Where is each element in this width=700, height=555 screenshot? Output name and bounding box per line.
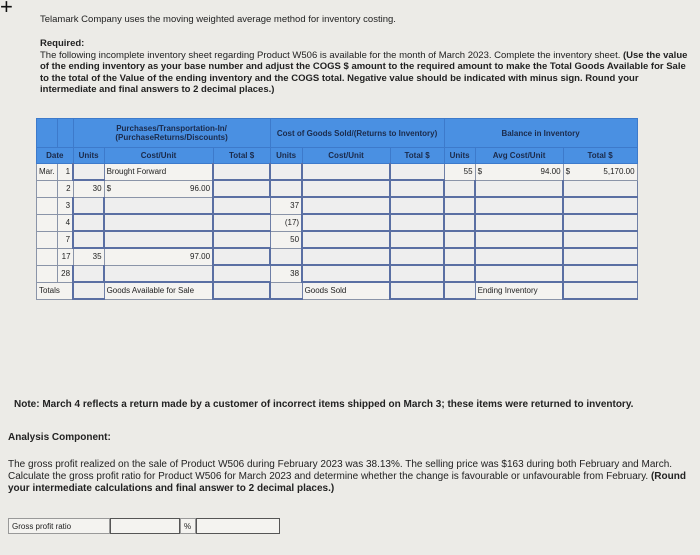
balance-units-input[interactable] — [444, 214, 475, 231]
table-row — [37, 180, 638, 197]
month-cell — [37, 180, 58, 197]
purchase-units: 35 — [73, 248, 104, 265]
currency-symbol: $ — [477, 167, 483, 177]
balance-avg-input[interactable] — [475, 248, 563, 265]
table-row — [37, 164, 638, 181]
gafs-label: Goods Available for Sale — [104, 282, 213, 299]
month-cell — [37, 265, 58, 282]
sold-cost-input[interactable] — [302, 265, 390, 282]
analysis-label: Analysis Component: — [8, 432, 111, 443]
balance-avg-input[interactable] — [475, 214, 563, 231]
purchase-total-input[interactable] — [213, 231, 270, 248]
balance-units-input[interactable] — [444, 197, 475, 214]
sold-cost-input[interactable] — [302, 248, 390, 265]
month-cell — [37, 214, 58, 231]
blank-header — [57, 119, 73, 148]
balance-total-input[interactable] — [563, 231, 637, 248]
balance-units-input[interactable] — [444, 248, 475, 265]
intro-text: Telamark Company uses the moving weighted average method for inventory costing. — [40, 14, 396, 25]
goods-sold-label: Goods Sold — [302, 282, 390, 299]
purchase-total-input[interactable] — [213, 248, 270, 265]
sold-total-input[interactable] — [390, 164, 444, 181]
balance-total-input[interactable] — [563, 248, 637, 265]
balance-group-header: Balance in Inventory — [444, 119, 637, 148]
purchase-total-input[interactable] — [213, 214, 270, 231]
table-row — [37, 265, 638, 282]
month-cell: Mar. — [37, 164, 58, 181]
purchase-cost-value: 96.00 — [190, 184, 211, 193]
balance-units-input[interactable] — [444, 265, 475, 282]
balance-total-input[interactable] — [563, 180, 637, 197]
total-header: Total $ — [213, 148, 270, 164]
month-cell — [37, 231, 58, 248]
balance-total-input[interactable] — [563, 214, 637, 231]
sold-total-input[interactable] — [390, 265, 444, 282]
totals-row — [37, 282, 638, 299]
table-row — [37, 248, 638, 265]
sold-total-input[interactable] — [390, 214, 444, 231]
purchase-units-input[interactable] — [73, 197, 104, 214]
cost-header: Cost/Unit — [104, 148, 213, 164]
sold-cost-input[interactable] — [302, 197, 390, 214]
sold-units: (17) — [270, 214, 302, 231]
balance-units-input[interactable] — [444, 231, 475, 248]
sold-cost-input[interactable] — [302, 180, 390, 197]
analysis-instructions: (Round your intermediate calculations and final answer to 2 decimal places.) — [8, 471, 686, 494]
purchase-total-input[interactable] — [213, 265, 270, 282]
balance-total-input[interactable] — [563, 265, 637, 282]
gafs-input[interactable] — [213, 282, 270, 299]
purchase-total-input[interactable] — [213, 180, 270, 197]
total-header: Total $ — [563, 148, 637, 164]
purchase-cost-input[interactable] — [104, 197, 213, 214]
purchase-cost-value: 97.00 — [190, 252, 211, 262]
percent-sign: % — [180, 518, 196, 534]
sold-cost-input[interactable] — [302, 164, 390, 181]
cost-header: Cost/Unit — [302, 148, 390, 164]
balance-units-input[interactable] — [444, 180, 475, 197]
purchase-units-input[interactable] — [73, 214, 104, 231]
purchase-cost-input[interactable] — [104, 214, 213, 231]
sold-units: 38 — [270, 265, 302, 282]
table-row — [37, 197, 638, 214]
table-row — [37, 214, 638, 231]
purchase-total-input[interactable] — [213, 197, 270, 214]
sold-cost-input[interactable] — [302, 214, 390, 231]
ending-inventory-label: Ending Inventory — [475, 282, 563, 299]
sold-units-input[interactable] — [270, 164, 302, 181]
balance-avg-input[interactable] — [475, 197, 563, 214]
totals-label: Totals — [37, 282, 74, 299]
day-cell: 4 — [57, 214, 73, 231]
currency-symbol: $ — [565, 167, 571, 177]
purchase-units-input[interactable] — [73, 265, 104, 282]
currency-symbol: $ — [106, 184, 112, 193]
month-cell — [37, 248, 58, 265]
sold-total-input[interactable] — [390, 197, 444, 214]
cogs-group-header: Cost of Goods Sold/(Returns to Inventory) — [270, 119, 444, 148]
balance-avg-cost — [475, 164, 563, 181]
required-instructions: (Use the value of the ending inventory as your base number and adjust the COGS $ amount to the required amount to make the Total Goods Available for Sale to the total of the Value of the ending inventory and the COGS total. Negative value should be indicated with minus sign. Round your intermediate and final answers to 2 decimal places.) — [40, 49, 688, 95]
sold-total-input[interactable] — [390, 248, 444, 265]
plus-icon: + — [0, 0, 13, 19]
analysis-body: The gross profit realized on the sale of Product W506 during February 2023 was 38.13%. The selling price was $163 during both February and March. Calculate the gross profit ratio for Product W506 for March 2023 and determine whether the change is favourable or unfavourable from February. — [8, 459, 673, 482]
sold-units-input[interactable] — [270, 248, 302, 265]
purchase-units-input[interactable] — [73, 231, 104, 248]
total-header: Total $ — [390, 148, 444, 164]
sold-total-input[interactable] — [390, 180, 444, 197]
day-cell: 2 — [57, 180, 73, 197]
note-text: Note: March 4 reflects a return made by a customer of incorrect items shipped on March 3; these items were returned to inventory. — [14, 399, 634, 410]
avg-cost-header: Avg Cost/Unit — [475, 148, 563, 164]
units-header: Units — [444, 148, 475, 164]
balance-units: 55 — [444, 164, 475, 181]
sold-units: 37 — [270, 197, 302, 214]
sold-total-input[interactable] — [390, 231, 444, 248]
avg-cost-value: 94.00 — [540, 167, 561, 177]
purchase-units: 30 — [73, 180, 104, 197]
required-section — [40, 38, 690, 96]
units-header: Units — [270, 148, 302, 164]
balance-avg-input[interactable] — [475, 231, 563, 248]
ending-units-input[interactable] — [444, 282, 475, 299]
sold-cost-input[interactable] — [302, 231, 390, 248]
total-sold-units-input[interactable] — [270, 282, 302, 299]
balance-avg-input[interactable] — [475, 180, 563, 197]
purchase-cost-input[interactable] — [104, 265, 213, 282]
units-header: Units — [73, 148, 104, 164]
purchase-cost-input[interactable] — [104, 231, 213, 248]
balance-avg-input[interactable] — [475, 265, 563, 282]
change-assessment-select[interactable] — [196, 518, 280, 534]
sold-units-input[interactable] — [270, 180, 302, 197]
day-cell: 1 — [57, 164, 73, 181]
gross-profit-ratio-label: Gross profit ratio — [8, 518, 110, 534]
month-cell — [37, 197, 58, 214]
purchase-cost — [104, 180, 213, 197]
day-cell: 3 — [57, 197, 73, 214]
ending-inventory-input[interactable] — [563, 282, 637, 299]
balance-total-value: 5,170.00 — [603, 167, 635, 177]
required-text: The following incomplete inventory sheet regarding Product W506 is available for the month of March 2023. Complete the inventory sheet. — [40, 49, 621, 61]
units-input[interactable] — [73, 164, 104, 181]
table-row — [37, 231, 638, 248]
purchase-cost — [104, 248, 213, 265]
balance-total — [563, 164, 637, 181]
day-cell: 17 — [57, 248, 73, 265]
day-cell: 7 — [57, 231, 73, 248]
balance-total-input[interactable] — [563, 197, 637, 214]
purchases-group-header: Purchases/Transportation-In/ (PurchaseReturns/Discounts) — [73, 119, 270, 148]
total-purchase-units-input[interactable] — [73, 282, 104, 299]
purchase-total-input[interactable] — [213, 164, 270, 181]
analysis-text — [8, 459, 688, 495]
date-header: Date — [37, 148, 74, 164]
sold-units: 50 — [270, 231, 302, 248]
blank-header — [37, 119, 58, 148]
day-cell: 28 — [57, 265, 73, 282]
goods-sold-input[interactable] — [390, 282, 444, 299]
inventory-sheet — [36, 118, 638, 300]
required-label: Required: — [40, 38, 85, 49]
gross-profit-ratio-input[interactable] — [110, 518, 180, 534]
brought-forward-label: Brought Forward — [104, 164, 213, 181]
